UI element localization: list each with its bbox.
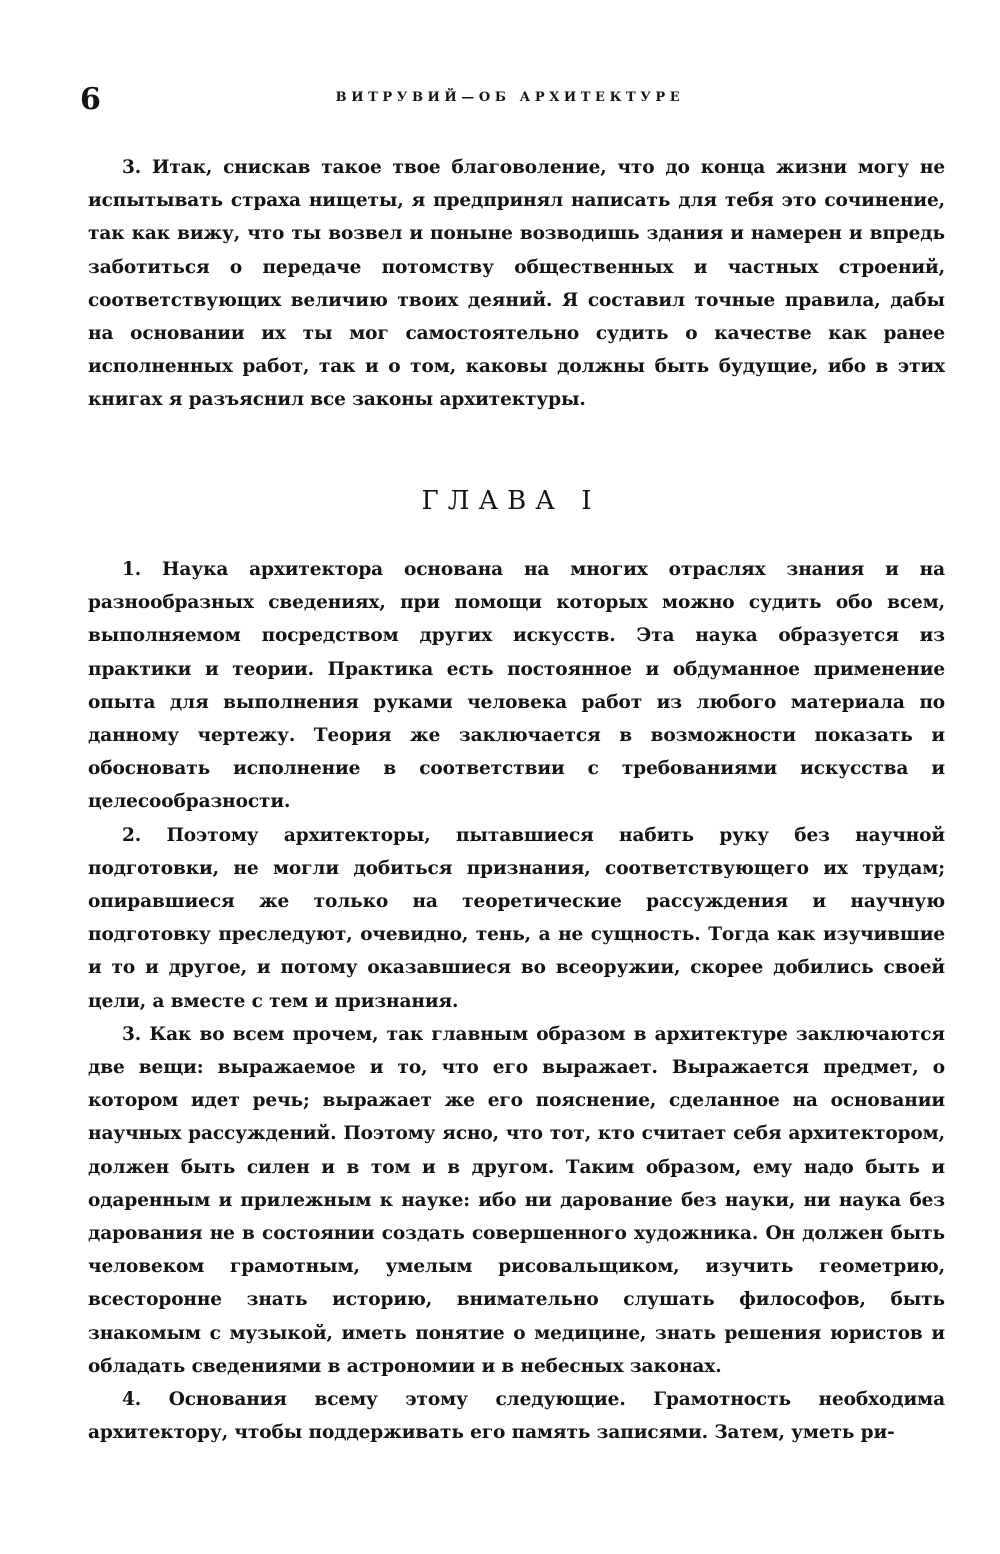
chapter-heading: ГЛАВА I: [421, 486, 601, 516]
paragraph: 4. Основания всему этому следующие. Грамотность необходима архитектору, чтобы поддерживать его память записями. Затем, уметь ри-: [88, 1389, 945, 1444]
paragraph: 3. Итак, снискав такое твое благоволение, что до конца жизни могу не испытывать страха нищеты, я предпринял написать для тебя это сочинение, так как вижу, что ты возвел и поныне возводишь здания и намерен и впредь заботиться о передаче потомству общественных и частных строений, соответствующих величию твоих деяний. Я составил точные правила, дабы на основании их ты мог самостоятельно судить о качестве как ранее исполненных работ, так и о том, каковы должны быть будущие, ибо в этих книгах я разъяснил все законы архитектуры.: [88, 157, 945, 411]
paragraph: 1. Наука архитектора основана на многих отраслях знания и на разнообразных сведениях, при помощи которых можно судить обо всем, выполняемом посредством других искусств. Эта наука образуется из практики и теории. Практика есть постоянное и обдуманное применение опыта для выполнения руками человека работ из любого материала по данному чертежу. Теория же заключается в возможности показать и обосновать исполнение в соответствии с требованиями искусства и целесообразности.: [88, 559, 945, 813]
paragraph: 3. Как во всем прочем, так главным образом в архитектуре заключаются две вещи: выражаемое и то, что его выражает. Выражается предмет, о котором идет речь; выражает же его пояснение, сделанное на основании научных рассуждений. Поэтому ясно, что тот, кто считает себя архитектором, должен быть силен и в том и в другом. Таким образом, ему надо быть и одаренным и прилежным к науке: ибо ни дарование без науки, ни наука без дарования не в состоянии создать совершенного художника. Он должен быть человеком грамотным, умелым рисовальщиком, изучить геометрию, всесторонне знать историю, внимательно слушать философов, быть знакомым с музыкой, иметь понятие о медицине, знать решения юристов и обладать сведениями в астрономии и в небесных законах.: [88, 1023, 945, 1377]
page-number: 6: [80, 82, 101, 117]
running-head: ВИТРУВИЙ—ОБ АРХИТЕКТУРЕ: [335, 90, 685, 105]
chapter-body: [88, 553, 945, 1449]
paragraph: 2. Поэтому архитекторы, пытавшиеся набить руку без научной подготовки, не могли добиться признания, соответствующего их трудам; опиравшиеся же только на теоретические рассуждения и научную подготовку преследуют, очевидно, тень, а не сущность. Тогда как изучившие и то и другое, и потому оказавшиеся во всеоружии, скорее добились своей цели, а вместе с тем и признания.: [88, 824, 945, 1012]
intro-section: [88, 151, 945, 417]
